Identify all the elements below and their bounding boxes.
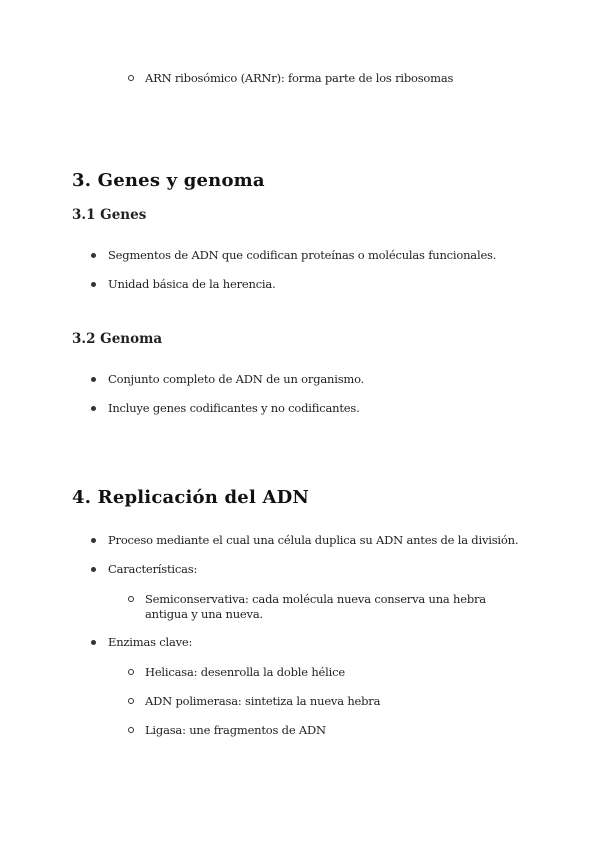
list-item-genoma-1: Conjunto completo de ADN de un organismo.	[108, 372, 365, 386]
sub-item-semiconservativa: Semiconservativa: cada molécula nueva conserva una hebra antigua y una nueva.	[145, 592, 515, 622]
sub-item-ligasa: Ligasa: une fragmentos de ADN	[145, 723, 326, 737]
list-item-replicacion-1: Proceso mediante el cual una célula duplica su ADN antes de la división.	[108, 533, 519, 547]
list-item-arn-ribosomico: ARN ribosómico (ARNr): forma parte de los ribosomas	[145, 71, 454, 85]
list-item-genes-2: Unidad básica de la herencia.	[108, 277, 276, 291]
list-item-genoma-2: Incluye genes codificantes y no codificantes.	[108, 401, 360, 415]
sub-item-adn-polimerasa: ADN polimerasa: sintetiza la nueva hebra	[145, 694, 381, 708]
list-item-caracteristicas: Características:	[108, 562, 198, 576]
list-item-enzimas-clave: Enzimas clave:	[108, 635, 193, 649]
subsection-3-2-heading: 3.2 Genoma	[72, 331, 163, 347]
section-3-heading: 3. Genes y genoma	[72, 170, 265, 191]
sub-item-helicasa: Helicasa: desenrolla la doble hélice	[145, 665, 345, 679]
section-4-heading: 4. Replicación del ADN	[72, 487, 310, 508]
subsection-3-1-heading: 3.1 Genes	[72, 207, 147, 223]
list-item-genes-1: Segmentos de ADN que codifican proteínas o moléculas funcionales.	[108, 248, 497, 262]
